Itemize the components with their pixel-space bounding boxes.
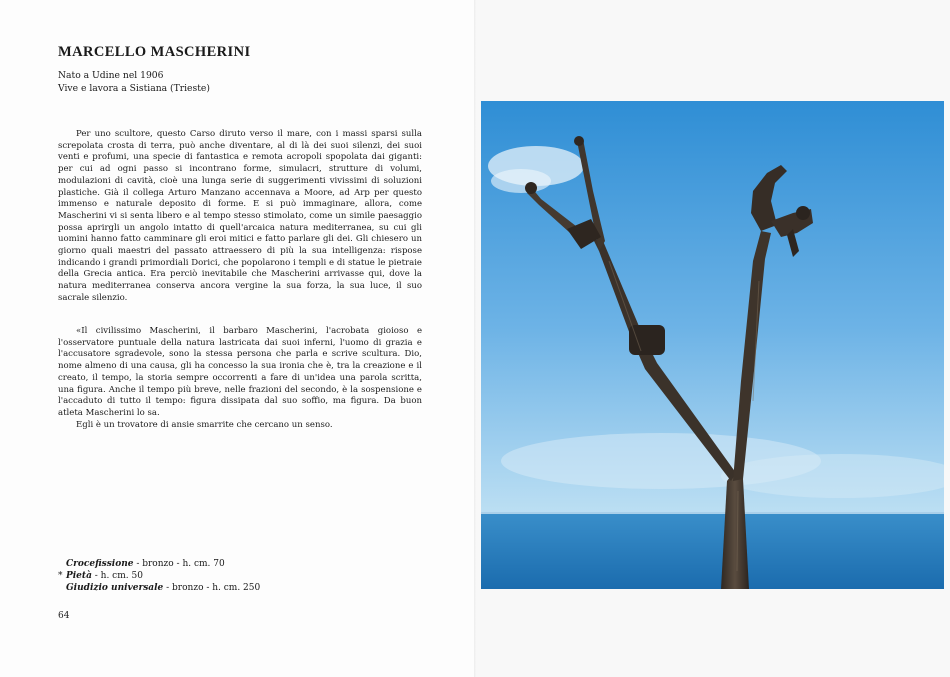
work-item: [58, 570, 260, 582]
essay-paragraph: Per uno scultore, questo Carso diruto verso il mare, con i massi sparsi sulla screpolata crosta di terra, può anche diventare, al di là dei suoi silenzi, dei suoi venti e profumi, una specie di fantastica e remota acropoli spopolata dai giganti: per cui ad ogni passo si incontrano forme, simulacri, strutture di volumi, modulazioni di cavità, cioè una lunga serie di suggerimenti vivissimi di soluzioni plastiche. Già il collega Arturo Manzano accennava a Moore, ad Arp per questo immenso e naturale deposito di forme. E si può immaginare, allora, come Mascherini vi si senta libero e al tempo stesso stimolato, come un simile paesaggio possa aprirgli un angolo intatto di quell'arcaica natura mediterranea, su cui gli uomini hanno fatto camminare gli eroi mitici e fatto parlare gli dei. Gli chiesero un giorno quali maestri del passato attraessero di più la sua intelligenza: rispose indicando i grandi primordiali Dorici, che popolarono i templi e di statue le pietraie della Grecia antica. Era perciò inevitabile che Mascherini arrivasse qui, dove la natura mediterranea conserva ancora vergine la sua forza, la sua luce, il suo sacrale silenzio.: [58, 129, 422, 303]
bio-born: Nato a Udine nel 1906: [58, 70, 164, 81]
work-details: - bronzo - h. cm. 250: [163, 583, 261, 593]
sea: [481, 512, 944, 589]
page-number: 64: [58, 611, 70, 621]
cloud: [491, 169, 551, 193]
work-title: Pietà: [66, 571, 92, 581]
sculpture-photo-svg: [481, 101, 944, 589]
work-title: Giudizio universale: [66, 583, 164, 593]
essay-paragraph: «Il civilissimo Mascherini, il barbaro Mascherini, l'acrobata gioioso e l'osservatore puntuale della natura lastricata dai suoi inferni, l'uomo di grazia e l'accusatore sgradevole, sono la stessa persona che parla e scrive scultura. Dio, nome almeno di una causa, gli ha concesso la sua ironia che è, tra la creazione e il creato, il tempo, la storia sempre occorrenti a fare di un'idea una parola scritta, una figura. Anche il tempo più breve, nelle frazioni del secondo, è la sospensione e l'accaduto di tutto il tempo: figura dissipata dal suo soffio, ma figura. Da buon atleta Mascherini lo sa.: [58, 326, 422, 418]
essay-gatto: [58, 326, 422, 431]
bio-lives: Vive e lavora a Sistiana (Trieste): [58, 82, 210, 94]
work-details: - bronzo - h. cm. 70: [133, 559, 225, 569]
work-item: [58, 558, 260, 570]
sculpture-photograph: [481, 101, 944, 589]
work-marker: *: [58, 571, 63, 581]
work-item: [58, 582, 260, 594]
artist-name-heading: MARCELLO MASCHERINI: [58, 44, 251, 60]
artist-bio: [58, 70, 210, 95]
work-title: Crocefissione: [66, 559, 134, 569]
works-list: [58, 558, 260, 594]
essay-paragraph: Egli è un trovatore di ansie smarrite che cercano un senso.: [76, 419, 333, 430]
essay-valsecchi: [58, 129, 422, 305]
work-details: - h. cm. 50: [91, 571, 143, 581]
